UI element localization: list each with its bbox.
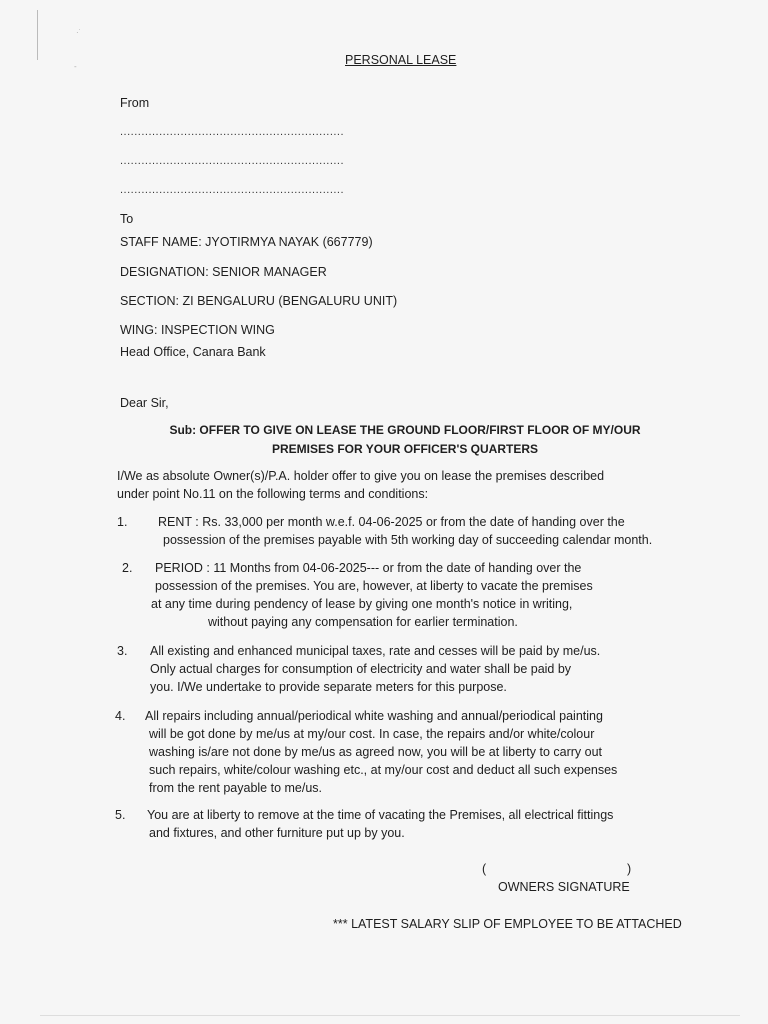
clause-2-line-3: at any time during pendency of lease by giving one month's notice in writing,: [151, 597, 573, 611]
clause-2-line-2: possession of the premises. You are, however, at liberty to vacate the premises: [155, 579, 593, 593]
scan-speck: -: [74, 62, 77, 71]
subject-line-1: Sub: OFFER TO GIVE ON LEASE THE GROUND FLOOR/FIRST FLOOR OF MY/OUR: [169, 423, 641, 437]
owners-signature-label: OWNERS SIGNATURE: [498, 880, 630, 894]
clause-3-line-3: you. I/We undertake to provide separate meters for this purpose.: [150, 680, 507, 694]
from-address-line-3: ...............................................................: [120, 184, 345, 196]
clause-5-line-2: and fixtures, and other furniture put up by you.: [149, 826, 405, 840]
clause-1-line-1: RENT : Rs. 33,000 per month w.e.f. 04-06-2025 or from the date of handing over the: [158, 515, 625, 529]
clause-2-line-4: without paying any compensation for earlier termination.: [208, 615, 518, 629]
clause-1-line-2: possession of the premises payable with 5th working day of succeeding calendar month.: [163, 533, 653, 547]
scan-bottom-edge: [40, 1015, 740, 1016]
clause-3-line-2: Only actual charges for consumption of electricity and water shall be paid by: [150, 662, 572, 676]
clause-4-line-2: will be got done by me/us at my/our cost. In case, the repairs and/or white/colour: [149, 727, 595, 741]
scan-margin-line: [37, 10, 38, 60]
wing: WING: INSPECTION WING: [120, 323, 275, 337]
clause-number: 2.: [122, 561, 133, 575]
salutation: Dear Sir,: [120, 396, 169, 410]
intro-line-2: under point No.11 on the following terms and conditions:: [117, 487, 429, 501]
signature-open-paren: (: [482, 862, 487, 876]
clause-2-line-1: PERIOD : 11 Months from 04-06-2025--- or from the date of handing over the: [155, 561, 582, 575]
clause-4-line-1: All repairs including annual/periodical white washing and annual/periodical painting: [145, 709, 603, 723]
signature-close-paren: ): [627, 862, 632, 876]
clause-3-line-1: All existing and enhanced municipal taxes, rate and cesses will be paid by me/us.: [150, 644, 601, 658]
clause-5-line-1: You are at liberty to remove at the time of vacating the Premises, all electrical fittings: [147, 808, 614, 822]
from-address-line-1: ...............................................................: [120, 126, 345, 138]
clause-4-line-3: washing is/are not done by me/us as agreed now, you will be at liberty to carry out: [149, 745, 603, 759]
clause-number: 3.: [117, 644, 128, 658]
clause-4-line-4: such repairs, white/colour washing etc., at my/our cost and deduct all such expenses: [149, 763, 618, 777]
to-label: To: [120, 212, 134, 226]
head-office: Head Office, Canara Bank: [120, 345, 266, 359]
clause-4-line-5: from the rent payable to me/us.: [149, 781, 323, 795]
from-label: From: [120, 96, 150, 110]
from-address-line-2: ...............................................................: [120, 155, 345, 167]
scan-speck: ·˙: [76, 28, 82, 37]
staff-name: STAFF NAME: JYOTIRMYA NAYAK (667779): [120, 235, 373, 249]
document-title: PERSONAL LEASE: [345, 53, 457, 67]
clause-number: 1.: [117, 515, 128, 529]
designation: DESIGNATION: SENIOR MANAGER: [120, 265, 327, 279]
subject: [145, 421, 665, 459]
footer-note: *** LATEST SALARY SLIP OF EMPLOYEE TO BE ATTACHED: [333, 917, 682, 931]
clause-number: 4.: [115, 709, 126, 723]
intro-line-1: I/We as absolute Owner(s)/P.A. holder offer to give you on lease the premises described: [117, 469, 605, 483]
subject-line-2: PREMISES FOR YOUR OFFICER'S QUARTERS: [272, 442, 538, 456]
section: SECTION: ZI BENGALURU (BENGALURU UNIT): [120, 294, 398, 308]
clause-number: 5.: [115, 808, 126, 822]
